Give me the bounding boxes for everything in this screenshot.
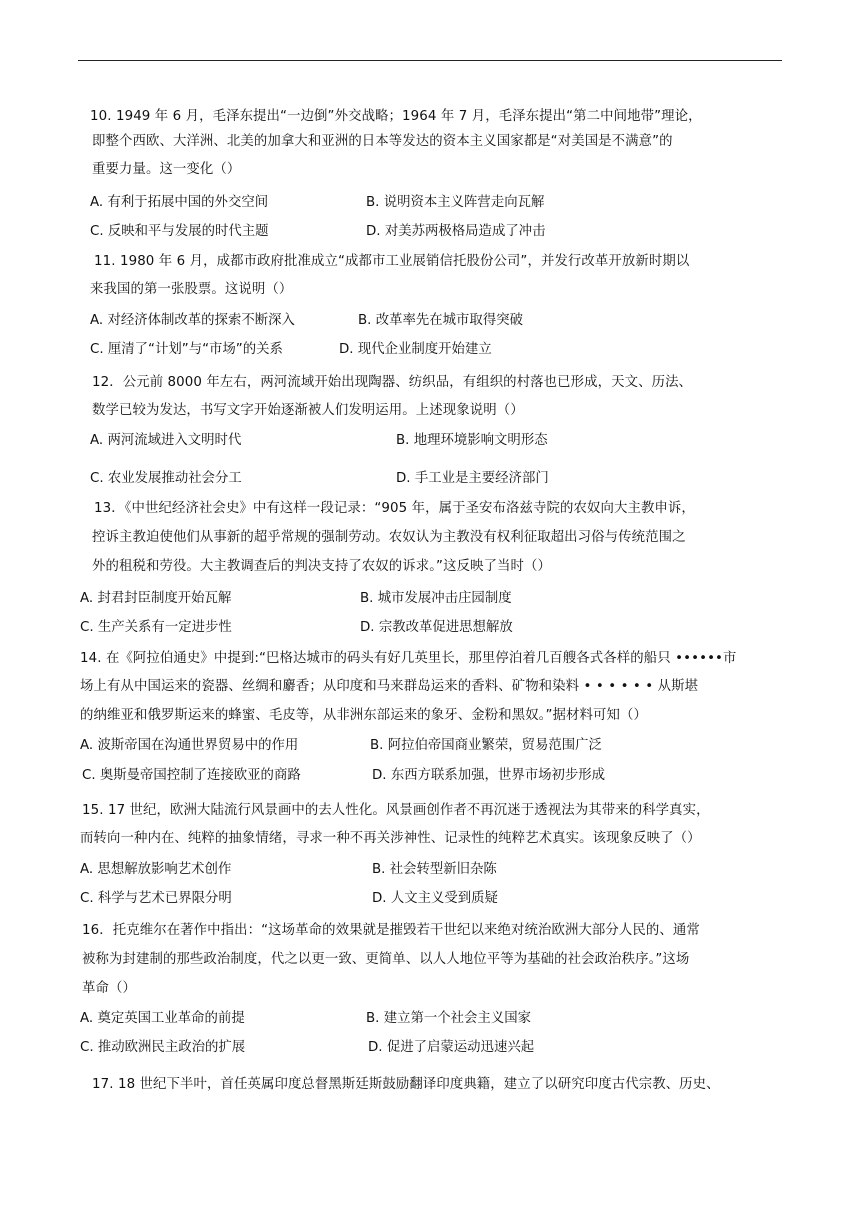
question-10-option-a[interactable]: A. 有利于拓展中国的外交空间	[90, 195, 269, 210]
question-13-option-b[interactable]: B. 城市发展冲击庄园制度	[360, 591, 512, 606]
question-12-option-a[interactable]: A. 两河流域进入文明时代	[90, 433, 242, 448]
question-14-line-2: 场上有从中国运来的瓷器、丝绸和麝香；从印度和马来群岛运来的香料、矿物和染料 • • • • • • 从斯堪	[80, 679, 699, 694]
question-15-option-a[interactable]: A. 思想解放影响艺术创作	[80, 862, 232, 877]
question-15-option-b[interactable]: B. 社会转型新旧杂陈	[372, 862, 497, 877]
question-14-option-a[interactable]: A. 波斯帝国在沟通世界贸易中的作用	[80, 738, 299, 753]
question-16-line-3: 革命（）	[82, 981, 136, 996]
question-17-line-1: 17. 18 世纪下半叶，首任英属印度总督黑斯廷斯鼓励翻译印度典籍，建立了以研究印度古代宗教、历史、	[92, 1077, 720, 1092]
question-13-option-d[interactable]: D. 宗教改革促进思想解放	[360, 620, 513, 635]
question-11-line-1: 11. 1980 年 6 月，成都市政府批准成立“成都市工业展销信托股份公司”，并发行改革开放新时期以	[94, 254, 690, 269]
question-13-option-c[interactable]: C. 生产关系有一定进步性	[80, 620, 232, 635]
question-10-line-3: 重要力量。这一变化（）	[92, 162, 241, 177]
question-10-option-d[interactable]: D. 对美苏两极格局造成了冲击	[366, 224, 546, 239]
header-rule	[78, 60, 782, 61]
question-10-option-c[interactable]: C. 反映和平与发展的时代主题	[90, 224, 269, 239]
question-13-line-3: 外的租税和劳役。大主教调查后的判决支持了农奴的诉求。”这反映了当时（）	[92, 559, 552, 574]
question-12-line-1: 12．公元前 8000 年左右，两河流域开始出现陶器、纺织品，有组织的村落也已形成，天文、历法、	[92, 375, 693, 390]
question-14-option-d[interactable]: D. 东西方联系加强，世界市场初步形成	[372, 768, 606, 783]
question-11-option-b[interactable]: B. 改革率先在城市取得突破	[358, 313, 523, 328]
question-14-option-c[interactable]: C. 奥斯曼帝国控制了连接欧亚的商路	[82, 768, 301, 783]
question-16-line-1: 16．托克维尔在著作中指出：“这场革命的效果就是摧毁若干世纪以来绝对统治欧洲大部分人民的、通常	[82, 923, 700, 938]
question-13-line-2: 控诉主教迫使他们从事新的超乎常规的强制劳动。农奴认为主教没有权利征取超出习俗与传统范围之	[92, 530, 686, 545]
question-13-line-1: 13．《中世纪经济社会史》中有这样一段记录：“905 年，属于圣安布洛兹寺院的农奴向大主教申诉，	[94, 501, 695, 516]
question-10-line-1: 10. 1949 年 6 月，毛泽东提出“一边倒”外交战略；1964 年 7 月，毛泽东提出“第二中间地带”理论，	[90, 109, 702, 124]
question-16-line-2: 被称为封建制的那些政治制度，代之以更一致、更简单、以人人地位平等为基础的社会政治秩序。”这场	[82, 952, 690, 967]
question-15-line-2: 而转向一种内在、纯粹的抽象情绪，寻求一种不再关涉神性、记录性的纯粹艺术真实。该现象反映了（）	[80, 831, 701, 846]
question-12-option-b[interactable]: B. 地理环境影响文明形态	[396, 433, 548, 448]
question-11-option-d[interactable]: D. 现代企业制度开始建立	[339, 342, 492, 357]
question-12-option-c[interactable]: C. 农业发展推动社会分工	[90, 471, 242, 486]
question-14-option-b[interactable]: B. 阿拉伯帝国商业繁荣，贸易范围广泛	[370, 738, 602, 753]
question-16-option-c[interactable]: C. 推动欧洲民主政治的扩展	[80, 1040, 246, 1055]
question-10-line-2: 即整个西欧、大洋洲、北美的加拿大和亚洲的日本等发达的资本主义国家都是“对美国是不满意”的	[92, 134, 673, 149]
question-15-line-1: 15. 17 世纪，欧洲大陆流行风景画中的去人性化。风景画创作者不再沉迷于透视法为其带来的科学真实，	[82, 803, 710, 818]
question-11-option-c[interactable]: C. 厘清了“计划”与“市场”的关系	[90, 342, 283, 357]
question-11-line-2: 来我国的第一张股票。这说明（）	[90, 282, 293, 297]
question-15-option-c[interactable]: C. 科学与艺术已界限分明	[80, 891, 232, 906]
question-12-line-2: 数学已较为发达，书写文字开始逐渐被人们发明运用。上述现象说明（）	[92, 403, 524, 418]
question-12-option-d[interactable]: D. 手工业是主要经济部门	[396, 471, 549, 486]
question-16-option-b[interactable]: B. 建立第一个社会主义国家	[366, 1011, 531, 1026]
question-11-option-a[interactable]: A. 对经济体制改革的探索不断深入	[90, 313, 295, 328]
question-10-option-b[interactable]: B. 说明资本主义阵营走向瓦解	[366, 195, 545, 210]
question-14-line-1: 14. 在《阿拉伯通史》中提到:“巴格达城市的码头有好几英里长，那里停泊着几百艘各式各样的船只 ••••••市	[80, 651, 737, 666]
question-13-option-a[interactable]: A. 封君封臣制度开始瓦解	[80, 591, 232, 606]
question-16-option-a[interactable]: A. 奠定英国工业革命的前提	[80, 1011, 245, 1026]
question-16-option-d[interactable]: D. 促进了启蒙运动迅速兴起	[368, 1040, 535, 1055]
question-15-option-d[interactable]: D. 人文主义受到质疑	[372, 891, 498, 906]
question-14-line-3: 的纳维亚和俄罗斯运来的蜂蜜、毛皮等，从非洲东部运来的象牙、金粉和黑奴。”据材料可知（）	[80, 708, 647, 723]
